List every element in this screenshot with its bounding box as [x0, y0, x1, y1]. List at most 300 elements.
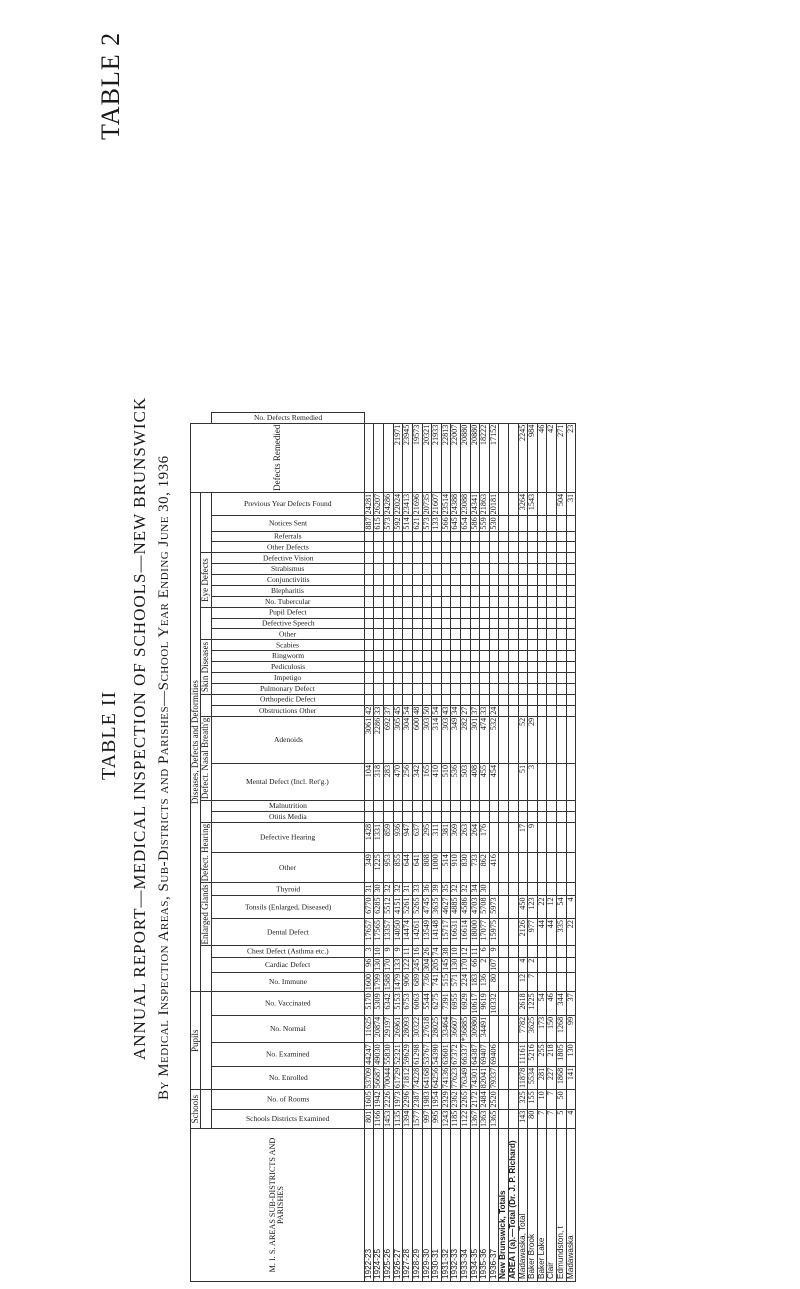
- table-cell: 1479: [392, 973, 402, 991]
- table-cell: 31: [566, 492, 576, 515]
- table-cell: [393, 531, 403, 542]
- table-cell: 218: [547, 1043, 557, 1066]
- table-cell: [364, 585, 374, 596]
- table-cell: [509, 957, 519, 972]
- table-cell: 5544: [422, 992, 432, 1015]
- table-cell: [547, 596, 557, 607]
- table-cell: 17565: [374, 919, 384, 946]
- table-cell: 34: [450, 706, 460, 715]
- table-cell: 165: [422, 763, 432, 800]
- table-cell: [537, 564, 547, 575]
- table-cell: 36: [422, 883, 432, 896]
- table-cell: 33: [412, 883, 422, 896]
- table-cell: [412, 575, 422, 586]
- table-cell: [518, 531, 528, 542]
- table-cell: [528, 516, 538, 531]
- row-label: 1925-26: [384, 1129, 394, 1282]
- table-cell: 14148: [432, 919, 442, 946]
- table-cell: [557, 662, 567, 673]
- table-cell: [518, 883, 528, 896]
- column-header: Other: [211, 629, 364, 640]
- table-cell: 654: [459, 517, 469, 530]
- table-cell: [537, 716, 547, 763]
- table-cell: 977: [528, 919, 538, 946]
- table-cell: 53709: [363, 1067, 373, 1089]
- table-cell: [384, 694, 394, 705]
- table-cell: 304: [403, 716, 413, 763]
- table-cell: 349: [451, 716, 461, 763]
- table-cell: [509, 1015, 519, 1043]
- table-cell: 14050: [393, 919, 403, 946]
- table-cell: 32: [451, 883, 461, 896]
- table-cell: [412, 618, 422, 629]
- table-cell: 947: [403, 822, 413, 852]
- table-cell: 369: [451, 822, 461, 852]
- column-header: No. Enrolled: [211, 1066, 364, 1089]
- table-cell: [537, 705, 547, 716]
- table-cell: [557, 694, 567, 705]
- table-cell: 559: [479, 517, 489, 530]
- table-cell: [566, 883, 576, 896]
- data-table-region: [190, 8, 794, 1282]
- table-cell: 303: [441, 716, 451, 763]
- table-cell: [364, 651, 374, 662]
- table-cell: 455: [480, 763, 490, 800]
- table-cell: 37: [383, 706, 393, 715]
- table-cell: [518, 672, 528, 683]
- table-cell: [470, 618, 480, 629]
- table-cell: [403, 683, 413, 694]
- table-cell: [499, 564, 509, 575]
- table-cell: 5512: [384, 896, 394, 919]
- table-cell: [460, 607, 470, 618]
- table-cell: [557, 716, 567, 763]
- table-cell: [374, 531, 384, 542]
- table-cell: 50: [421, 706, 431, 715]
- table-cell: 6063: [412, 992, 422, 1015]
- table-cell: [547, 853, 557, 883]
- table-cell: [499, 640, 509, 651]
- table-cell: [403, 640, 413, 651]
- table-cell: 15717: [441, 919, 451, 946]
- table-cell: [422, 607, 432, 618]
- column-header: Other Defects: [211, 542, 364, 553]
- row-label: 1930-31: [432, 1129, 442, 1282]
- table-cell: [566, 585, 576, 596]
- table-cell: [518, 812, 528, 823]
- table-cell: [432, 564, 442, 575]
- table-cell: 32: [384, 883, 394, 896]
- table-cell: 1000: [432, 853, 442, 883]
- table-cell: [451, 694, 461, 705]
- table-cell: [499, 972, 509, 991]
- table-cell: [499, 1090, 509, 1109]
- table-cell: [480, 531, 490, 542]
- table-cell: [384, 640, 394, 651]
- table-cell: [422, 585, 432, 596]
- column-header: Adenoids: [211, 716, 364, 763]
- table-cell: [364, 672, 374, 683]
- table-cell: [403, 542, 413, 553]
- table-cell: 1868: [557, 1066, 567, 1089]
- table-cell: 24388: [450, 493, 460, 515]
- table-cell: 11878: [517, 1067, 527, 1088]
- table-cell: 1983: [421, 1091, 431, 1108]
- table-cell: 4: [566, 896, 576, 919]
- table-cell: 56687: [373, 1067, 383, 1089]
- table-cell: 80: [489, 972, 499, 991]
- table-cell: 855: [393, 853, 403, 883]
- table-cell: [470, 629, 480, 640]
- table-cell: [509, 651, 519, 662]
- table-cell: 4703: [470, 896, 480, 919]
- table-cell: [547, 516, 557, 531]
- table-cell: [403, 629, 413, 640]
- table-cell: 22813: [441, 423, 451, 492]
- subgroup-spacer: [201, 946, 211, 992]
- inspection-table: [190, 412, 576, 1282]
- table-cell: [537, 492, 547, 515]
- table-cell: [518, 946, 528, 957]
- table-cell: [412, 531, 422, 542]
- table-cell: 43: [440, 706, 450, 715]
- table-cell: 282: [460, 716, 470, 763]
- table-cell: [432, 575, 442, 586]
- table-cell: [384, 629, 394, 640]
- table-cell: [393, 694, 403, 705]
- table-cell: 410: [432, 763, 442, 800]
- table-cell: [499, 822, 509, 852]
- table-cell: 31: [403, 883, 413, 896]
- table-cell: [374, 629, 384, 640]
- table-cell: 49030: [373, 1044, 383, 1065]
- table-cell: 48: [411, 706, 421, 715]
- table-cell: 66337: [459, 1044, 469, 1065]
- table-cell: 1805: [557, 1043, 567, 1066]
- table-cell: [393, 683, 403, 694]
- row-label: 1935-36: [480, 1129, 490, 1282]
- table-cell: [432, 683, 442, 694]
- table-cell: 9: [528, 822, 538, 852]
- table-cell: 12: [459, 947, 469, 956]
- table-cell: [451, 596, 461, 607]
- subgroup-spacer: [201, 801, 211, 823]
- table-cell: [460, 531, 470, 542]
- table-cell: 2296: [402, 1091, 412, 1108]
- table-cell: 6285: [374, 896, 384, 919]
- table-row: [432, 412, 442, 1281]
- table-cell: [537, 651, 547, 662]
- table-cell: [566, 763, 576, 800]
- table-cell: [432, 618, 442, 629]
- table-cell: 295: [422, 822, 432, 852]
- table-cell: [480, 651, 490, 662]
- table-cell: [480, 596, 490, 607]
- table-cell: [518, 516, 528, 531]
- stub-header: M. I. S. AREAS SUB-DISTRICTS AND PARISHES: [191, 1129, 365, 1282]
- table-row: [509, 412, 519, 1281]
- table-cell: 10: [537, 1090, 547, 1109]
- table-cell: 79337: [488, 1067, 498, 1089]
- table-cell: 9: [393, 946, 403, 957]
- table-cell: [480, 618, 490, 629]
- table-cell: [509, 629, 519, 640]
- table-cell: 995: [432, 1109, 442, 1128]
- table-cell: [374, 564, 384, 575]
- table-cell: 301: [470, 716, 480, 763]
- table-cell: [451, 531, 461, 542]
- table-cell: [441, 651, 451, 662]
- table-cell: 26: [421, 947, 431, 956]
- table-row: [422, 412, 432, 1281]
- table-cell: 9: [384, 946, 394, 957]
- table-cell: 2362: [450, 1091, 460, 1108]
- table-cell: 450: [518, 896, 528, 919]
- column-header: Pediculosis: [211, 662, 364, 673]
- table-cell: 14261: [412, 919, 422, 946]
- table-cell: [364, 531, 374, 542]
- table-cell: 18222: [480, 423, 490, 492]
- table-cell: 9619: [480, 992, 490, 1015]
- table-cell: [441, 801, 451, 812]
- table-cell: 349: [364, 853, 374, 883]
- schools-header: Schools: [191, 1090, 201, 1129]
- table-cell: 46: [547, 992, 557, 1015]
- table-cell: [509, 946, 519, 957]
- subgroup-spacer: [201, 1090, 211, 1129]
- table-cell: [499, 705, 509, 716]
- table-cell: 15975: [489, 919, 499, 946]
- table-cell: [489, 640, 499, 651]
- table-cell: 808: [422, 853, 432, 883]
- table-cell: [403, 553, 413, 564]
- table-cell: 42: [363, 706, 373, 715]
- table-cell: [441, 683, 451, 694]
- table-cell: [499, 1066, 509, 1089]
- table-cell: [566, 607, 576, 618]
- table-cell: 170: [459, 958, 469, 971]
- table-cell: [528, 672, 538, 683]
- column-header: No. Normal: [211, 1015, 364, 1043]
- table-cell: [412, 672, 422, 683]
- table-cell: [384, 423, 394, 492]
- table-cell: 7: [537, 1109, 547, 1128]
- table-cell: 64168: [421, 1067, 431, 1089]
- table-cell: 31: [364, 883, 374, 896]
- table-cell: 19573: [412, 423, 422, 492]
- table-cell: [384, 531, 394, 542]
- table-cell: [384, 575, 394, 586]
- table-cell: 3635: [432, 896, 442, 919]
- table-cell: [412, 596, 422, 607]
- table-cell: [412, 694, 422, 705]
- table-cell: [509, 575, 519, 586]
- table-cell: 64256: [431, 1067, 441, 1089]
- table-cell: [566, 553, 576, 564]
- table-cell: 70044: [383, 1067, 393, 1089]
- table-cell: [518, 651, 528, 662]
- table-cell: 67372: [450, 1044, 460, 1065]
- column-header: Notices Sent: [211, 516, 364, 531]
- table-cell: 5973: [489, 896, 499, 919]
- defect-hearing-header: Defect. Hearing: [200, 823, 211, 882]
- row-label: Clair: [547, 1129, 557, 1282]
- table-cell: [470, 542, 480, 553]
- table-cell: 46: [537, 423, 547, 492]
- table-cell: [451, 607, 461, 618]
- table-cell: [432, 694, 442, 705]
- table-cell: 224: [460, 972, 470, 991]
- table-cell: [528, 883, 538, 896]
- table-cell: 6770: [364, 896, 374, 919]
- table-cell: [566, 716, 576, 763]
- table-cell: [422, 683, 432, 694]
- table-cell: 6: [480, 946, 490, 957]
- table-cell: 123: [528, 896, 538, 919]
- table-cell: 23945: [403, 423, 413, 492]
- table-cell: 342: [412, 763, 422, 800]
- table-cell: [489, 629, 499, 640]
- table-cell: [364, 662, 374, 673]
- table-cell: [393, 575, 403, 586]
- table-cell: [364, 564, 374, 575]
- table-cell: 74136: [440, 1067, 450, 1089]
- table-cell: 1225: [374, 853, 384, 883]
- table-cell: [528, 596, 538, 607]
- table-cell: [403, 672, 413, 683]
- table-cell: [393, 585, 403, 596]
- table-cell: 10: [450, 947, 460, 956]
- table-cell: [403, 801, 413, 812]
- table-cell: [547, 763, 557, 800]
- table-cell: [537, 822, 547, 852]
- table-cell: 37: [469, 706, 479, 715]
- table-cell: 143: [518, 1109, 528, 1128]
- table-cell: 130: [566, 1043, 576, 1066]
- table-cell: 3625: [528, 1015, 538, 1043]
- table-cell: [432, 801, 442, 812]
- table-cell: 304: [421, 958, 431, 971]
- table-cell: [547, 618, 557, 629]
- table-cell: [412, 553, 422, 564]
- table-cell: 26961: [393, 1015, 403, 1043]
- table-cell: [537, 553, 547, 564]
- table-cell: 454: [489, 763, 499, 800]
- table-cell: [432, 607, 442, 618]
- table-cell: [499, 607, 509, 618]
- table-cell: [412, 683, 422, 694]
- table-cell: 6929: [460, 992, 470, 1015]
- table-cell: [509, 801, 519, 812]
- table-cell: [557, 553, 567, 564]
- table-cell: 263: [460, 822, 470, 852]
- table-cell: [374, 683, 384, 694]
- table-cell: [499, 542, 509, 553]
- table-cell: [528, 607, 538, 618]
- table-cell: 801: [364, 1109, 374, 1128]
- table-cell: 910: [451, 853, 461, 883]
- table-cell: [451, 662, 461, 673]
- table-cell: [499, 1043, 509, 1066]
- enlarged-glands-header: Enlarged Glands: [200, 884, 211, 945]
- table-cell: 10617: [469, 993, 479, 1014]
- table-cell: 5708: [480, 896, 490, 919]
- table-row: [566, 412, 576, 1281]
- table-cell: [364, 607, 374, 618]
- table-cell: 6955: [451, 992, 461, 1015]
- table-cell: [537, 672, 547, 683]
- table-cell: [441, 585, 451, 596]
- table-cell: [441, 618, 451, 629]
- row-label: Madawaska, Total: [518, 1129, 528, 1282]
- table-cell: [403, 585, 413, 596]
- table-cell: 6753: [403, 992, 413, 1015]
- table-cell: [537, 629, 547, 640]
- table-cell: 2618: [518, 992, 528, 1015]
- table-cell: 733: [470, 853, 480, 883]
- table-cell: 5261: [403, 896, 413, 919]
- table-cell: [537, 694, 547, 705]
- table-cell: [489, 575, 499, 586]
- table-cell: [393, 651, 403, 662]
- table-cell: [499, 1015, 509, 1043]
- table-cell: 33: [373, 706, 383, 715]
- table-cell: 61729: [392, 1067, 402, 1089]
- table-cell: [509, 683, 519, 694]
- table-cell: [432, 542, 442, 553]
- table-cell: [547, 651, 557, 662]
- table-cell: 5309: [374, 992, 384, 1015]
- defect-nasal-header: Defect. Nasal Breath'g: [200, 717, 211, 800]
- table-cell: 133: [392, 958, 402, 971]
- row-label: Madawaska: [566, 1129, 576, 1282]
- table-cell: [384, 596, 394, 607]
- table-cell: 20735: [421, 493, 431, 515]
- table-cell: [518, 553, 528, 564]
- table-cell: [470, 607, 480, 618]
- table-cell: 7391: [441, 992, 451, 1015]
- column-header: Strabismus: [211, 564, 364, 575]
- table-cell: [441, 531, 451, 542]
- table-cell: [509, 992, 519, 1015]
- table-cell: [441, 575, 451, 586]
- table-cell: [441, 694, 451, 705]
- table-cell: 22007: [451, 423, 461, 492]
- table-cell: [499, 694, 509, 705]
- table-cell: [364, 596, 374, 607]
- table-cell: 571: [451, 972, 461, 991]
- column-header: Ringworm: [211, 651, 364, 662]
- table-cell: 1600: [363, 973, 373, 991]
- table-cell: [460, 801, 470, 812]
- table-cell: [528, 694, 538, 705]
- table-cell: 7782: [518, 1015, 528, 1043]
- table-cell: [518, 607, 528, 618]
- table-cell: [528, 531, 538, 542]
- table-cell: [566, 946, 576, 957]
- table-cell: [499, 683, 509, 694]
- table-cell: [364, 618, 374, 629]
- table-cell: 23: [566, 423, 576, 492]
- table-cell: [422, 662, 432, 673]
- table-cell: [470, 575, 480, 586]
- table-cell: 30: [480, 883, 490, 896]
- table-cell: [489, 651, 499, 662]
- table-cell: [480, 672, 490, 683]
- table-cell: [509, 694, 519, 705]
- table-cell: [499, 716, 509, 763]
- row-label: 1936-37: [489, 1129, 499, 1282]
